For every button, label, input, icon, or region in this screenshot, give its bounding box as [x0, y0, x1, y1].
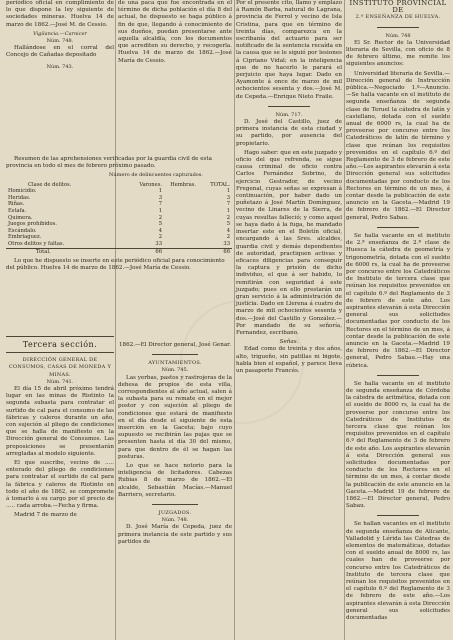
table-title: Número de delincuentes capturados. — [109, 172, 203, 179]
article-text: periódico oficial en cumplimiento de lo que dispone la ley siguiente de sociedades mineras. Huelva 14 de marzo de 1862.—José M. de Cessio. — [6, 0, 114, 28]
section-title: Tercera sección. — [22, 340, 98, 349]
row-label: Escándalo. — [8, 227, 37, 234]
total-label: Total. — [36, 248, 51, 255]
column-3 — [236, 0, 342, 377]
row-label: Homicidio. — [8, 188, 37, 195]
institute-title: INSTITUTO PROVINCIAL DE — [349, 0, 447, 15]
statistics-block — [6, 156, 232, 275]
article-number: Núm. 748 — [385, 32, 411, 39]
table-row — [6, 215, 232, 222]
cell — [164, 215, 198, 222]
article-text: Hallándose en el corral del Concejo de Cañadas depositado — [6, 45, 114, 59]
cell: 2 — [158, 234, 162, 241]
cell: 2 — [226, 234, 230, 241]
divider — [377, 515, 419, 516]
article-text: El que suscribe, vecino de ..... enterado del pliego de condiciones para contratar el surtido de cal para la fábrica y caleros de Riotinto en todo el año de 1862, se compromete á tomarlo á su cargo por el precio de ..... cada arroba.—Fecha y firma. — [6, 460, 114, 510]
article-text: de una paca que fue encontrada en el término de dicha población el día 8 del actual, he dispuesto se haga público á fin de que, llegando á conocimiento de sus dueños, puedan presentarse ante aquella alcaldía, con los documentos que acrediten su derecho, y recogerla. Huelva 14 de marzo de 1862.—José María de Cessio. — [118, 0, 232, 64]
cell: 7 — [226, 201, 230, 208]
table-row — [6, 228, 232, 235]
article-text: Se hallan vacantes en el instituto de segunda enseñanza de Alicante, Valladolid y Lérida las Cátedras de elementos de matemáticas, dotadas con el sueldo anual de 8000 rs, las cuales han de proveerse por concurso entre los Catedráticos de Instituto de tercera clase que reúnan los requisitos prevenidos en el capítulo 6.º del Reglamento de 3 de febrero de este año.—Los aspirantes elevarán á esta Dirección general sus solicitudes documentadas — [346, 521, 450, 622]
divider — [6, 352, 114, 353]
article-number: Núm. 741. — [46, 378, 74, 385]
divider — [268, 106, 310, 107]
row-label: Otros delitos y faltas. — [8, 240, 65, 247]
summary-text: Resumen de las aprehensiones verificadas por la guardia civil de esta provincia en todo el mes de febrero próximo pasado. — [6, 156, 212, 170]
article-number: Núm. 748. — [161, 517, 189, 524]
article-number: Núm. 717. — [275, 111, 303, 118]
table-row — [6, 241, 232, 248]
article-text: D. José María de Cepeda, juez de primera instancia de este partido y sus partidos de — [118, 524, 232, 545]
table-row — [6, 221, 232, 228]
cell: 2 — [158, 214, 162, 221]
cell: 3 — [158, 194, 162, 201]
column-2-bottom — [118, 342, 232, 548]
table-row — [6, 208, 232, 215]
column-4 — [346, 0, 450, 624]
table-row — [6, 234, 232, 241]
article-text: Lo que he dispuesto se inserte en este periódico oficial para conocimiento del público. Huelva 14 de marzo de 1862.—José María de Cessio. — [6, 258, 225, 272]
cell: 5 — [226, 221, 230, 228]
row-label: Heridas. — [8, 194, 31, 201]
column-rule — [234, 0, 235, 640]
cell: 66 — [155, 248, 162, 255]
article-text: Se halla vacante en el instituto de segunda enseñanza de Córdoba la cátedra de aritmética, dotada con el sueldo de 8000 rs, la cual ha de proveerse por concurso entre los Catedráticos de Institutos de tercera clase que reúnan los requisitos prevenidos en el capítulo 6.º del Reglamento de 3 de febrero de este año. Los aspirantes elevarán á esta Dirección general sus solicitudes documentadas por conducto de los Rectores en el término de un mes, á contar desde la publicación de este anuncio en la Gaceta.—Madrid 19 de febrero de 1862.—El Director general, Pedro Sabau. — [346, 380, 450, 510]
table-total-row — [6, 248, 232, 255]
cell — [164, 221, 198, 228]
article-text: Por el presente cito, llamo y emplazo á Ramón Barba, natural de Lagrana, provincia de Ferrol y vecino de Isla Cristina, para que en término de treinta días, comparezca en la escribanía del actuario para ser notificado de la sentencia recaída en la causa que se le siguió por lesiones á Cipriano Vidal; en la inteligencia que de no hacerlo le parará el perjuicio que haya lugar. Dado en Ayamonte á once de marzo de mil ochocientos sesenta y dos.—José M. de Cepeda.—Enrique Nieto Fraile. — [236, 0, 342, 100]
header-cell: TOTAL. — [210, 181, 230, 188]
divider — [377, 27, 419, 28]
institute-subtitle: 2.ª ENSEÑANZA DE HUELVA. — [355, 14, 441, 21]
cell — [164, 208, 198, 215]
article-text: Lo que se hace notorio para la inteligencia de licitadores. Cabezas Rubias 8 de marzo de 1862.—El alcalde, Sebastián Macías.—Manuel Barriero, secretario. — [118, 463, 232, 498]
cell: 1 — [158, 207, 162, 214]
signature: Vigilancia.—Carnicer — [33, 30, 87, 37]
cell: 1 — [226, 188, 230, 195]
cell — [164, 195, 198, 202]
cell: 4 — [158, 227, 162, 234]
department-title: DIRECCIÓN GENERAL DE CONSUMOS, CASAS DE MONEDA Y MINAS. — [8, 357, 112, 378]
section-heading: Señas. — [279, 339, 299, 346]
captures-table — [6, 182, 232, 256]
article-text: Universidad literaria de Sevilla.—Dirección general de Instrucción pública.—Negociado 1.º—Anuncio.—Se halla vacante en el instituto de segunda enseñanza de segunda clase de Teruel la cátedra de latín y castellano, dotada con el sueldo anual de 6000 rs, la cual ha de proveerse por concurso entre los Catedráticos de latín de término y clase que reúnan los requisitos prevenidos en el capítulo 6.º del Reglamento de 3 de febrero de este año.—Los aspirantes elevarán á esta Dirección general sus solicitudes documentadas por conducto de los Rectores en término de un mes, á contar desde la publicación de este anuncio en la Gaceta.—Madrid 19 de febrero de 1862.—El Director general, Pedro Sabau. — [346, 70, 450, 221]
cell: 5 — [158, 221, 162, 228]
column-2-top — [118, 0, 232, 67]
article-text: Se halla vacante en el instituto de 2.ª enseñanza de 2.ª clase de Huesca la cátedra de geometría y trigonometría, dotada con el sueldo de 6000 rs, la cual ha de proveerse por concurso entre los Catedráticos de Instituto de tercera clase que reúnan los requisitos prevenidos en el capítulo 6.º del Reglamento de 3 de febrero de este año. Los aspirantes elevarán á esta Dirección general sus solicitudes documentadas por conducto de los Rectores en el término de un mes, á contar desde la publicación de este anuncio en la Gaceta.—Madrid 19 de febrero de 1862.—El Director general, Pedro Sabau.—Hay una rúbrica. — [346, 232, 450, 369]
column-1 — [6, 0, 114, 71]
cell: 33 — [223, 240, 230, 247]
table-row — [6, 188, 232, 195]
cell — [164, 241, 198, 248]
article-text: Las yerbas, pastos y rastrojeras de la dehesa de propios de esta villa, correspondientes al año actual, salen á la subasta para su remate en el mejor postor y con sujeción al pliego de condiciones que estará de manifiesto en el día desde el siguiente de esta inserción en la Gaceta; bajo cuyo supuesto se recibirán las pujas que se presenten hasta el día 30 del mismo, para que dentro de él se hagan las posturas. — [118, 374, 232, 460]
table-row — [6, 201, 232, 208]
row-label: Riñas. — [8, 201, 25, 208]
header-cell: Varones. — [139, 181, 162, 188]
column-1-bottom — [6, 332, 114, 522]
cell — [164, 248, 198, 255]
article-text: El día 15 de abril próximo tendrá lugar en las minas de Riotinto la segunda subasta para contratar el surtido de cal para el consumo de las fábricas y caleros durante un año, con sujeción al pliego de condiciones que se halla de manifiesto en la Dirección general de Consumos. Las proposiciones se presentarán arregladas al modelo siguiente. — [6, 386, 114, 457]
article-text: Hago saber: que en este juzgado y oficio del que refrenda, se sigue causa criminal de oficio contra Carlos Fernández Sobrino, de ejercicio Gestrador, de vecino Fregenal, cuyas señas se expresan á continuación, por haber dado un puñetazo á José Martín Domínguez, vecino de Linares de la Sierra, de cuyas resultas falleció; y como aquel se haya dado á la fuga, he mandado insertar este en el Boletín oficial, encargando á las Sres. alcaldes, guardia civil y demás dependientes de autoridad, practiquen activas y eficaces diligencias para conseguir la captura y prisión de dicho individuo, el que á ser habido, lo remitirán con seguridad á este juzgado; pues en ello prestarán un gran servicio á la administración de justicia. Dado en Llerena á cuatro de marzo de mil ochocientos sesenta y dos.—José del Castillo y González.—Por mandado de su señoría, Fernandez, escribano. — [236, 149, 342, 336]
section-heading: AYUNTAMIENTOS. — [148, 360, 202, 367]
cell: 2 — [226, 214, 230, 221]
divider — [152, 354, 198, 355]
article-number: Núm. 743. — [46, 63, 74, 70]
article-text: Madrid 7 de marzo de — [14, 512, 77, 519]
cell — [164, 228, 198, 235]
cell: 7 — [158, 201, 162, 208]
cell — [164, 234, 198, 241]
cell: 1 — [158, 188, 162, 195]
article-text: Edad como de treinta y dos años, alto, trigueño, sin patillas ni bigote, habla bien el español, y parece lleva un pasaporte Francés. — [236, 346, 342, 374]
table-header-row — [6, 182, 232, 189]
cell: 33 — [155, 240, 162, 247]
article-number: Núm. 748. — [46, 38, 74, 45]
cell: 1 — [226, 207, 230, 214]
row-label: Quimera. — [8, 214, 33, 221]
row-label: Embriaguez. — [8, 234, 42, 241]
section-heading: JUZGADOS. — [158, 510, 192, 517]
cell — [164, 188, 198, 195]
cell: 3 — [226, 194, 230, 201]
row-label: Estafa. — [8, 207, 27, 214]
divider — [152, 504, 198, 505]
column-rule — [344, 0, 345, 640]
divider — [377, 375, 419, 376]
article-text: El Sr. Rector de la Universidad literaria de Sevilla, con oficio de 8 de febrero último, me remite los siguientes anuncios: — [346, 39, 450, 68]
header-cell: Clase de delitos. — [28, 181, 72, 188]
cell: 4 — [226, 227, 230, 234]
table-row — [6, 195, 232, 202]
article-number: Núm. 745. — [161, 367, 189, 374]
cell — [164, 201, 198, 208]
article-text: D. José del Castillo, juez de primera instancia de esta ciudad y su partido, por ausencia del propietario. — [236, 119, 342, 147]
row-label: Juegos prohibidos. — [8, 221, 57, 228]
header-cell: Hembras. — [170, 181, 196, 188]
divider — [6, 336, 114, 337]
column-rule — [115, 0, 116, 640]
divider — [377, 227, 419, 228]
signature: 1862.—El Director general, José Genar. — [119, 342, 231, 348]
cell: 66 — [223, 248, 230, 255]
